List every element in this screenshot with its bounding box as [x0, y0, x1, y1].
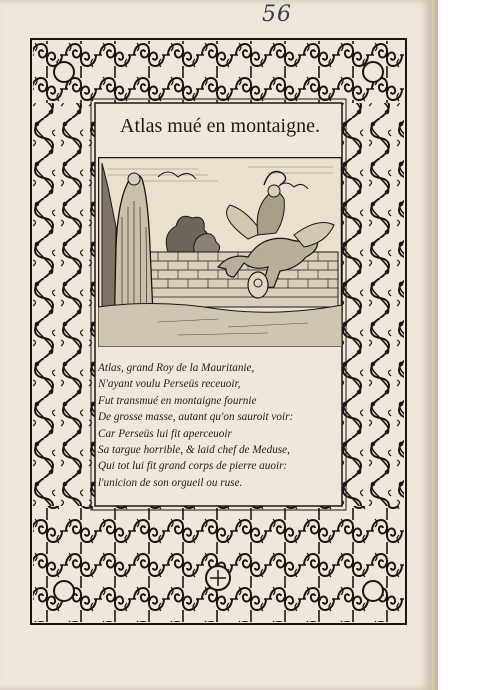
verse-block [98, 360, 343, 491]
verse-line: Atlas, grand Roy de la Mauritanie, [98, 362, 255, 374]
verse-line: Car Perseüs lui fit aperceuoir [98, 427, 232, 440]
verse-line: Sa targue horrible, & laid chef de Meduse, [98, 444, 290, 457]
verse-line: Fut transmué en montaigne fournie [98, 394, 257, 407]
page-number: 56 [262, 2, 292, 27]
page-edge [432, 0, 438, 690]
woodcut-illustration [98, 157, 342, 347]
verse-line: De grosse masse, autant qu'on sauroit voir: [98, 411, 294, 424]
verse-line: l'unicion de son orgueil ou ruse. [98, 476, 243, 489]
verse-line: Qui tot lui fit grand corps de pierre auoir: [98, 460, 288, 473]
verse-line: N'ayant voulu Perseüs receuoir, [98, 378, 241, 391]
emblem-title: Atlas mué en montaigne. [120, 115, 320, 137]
